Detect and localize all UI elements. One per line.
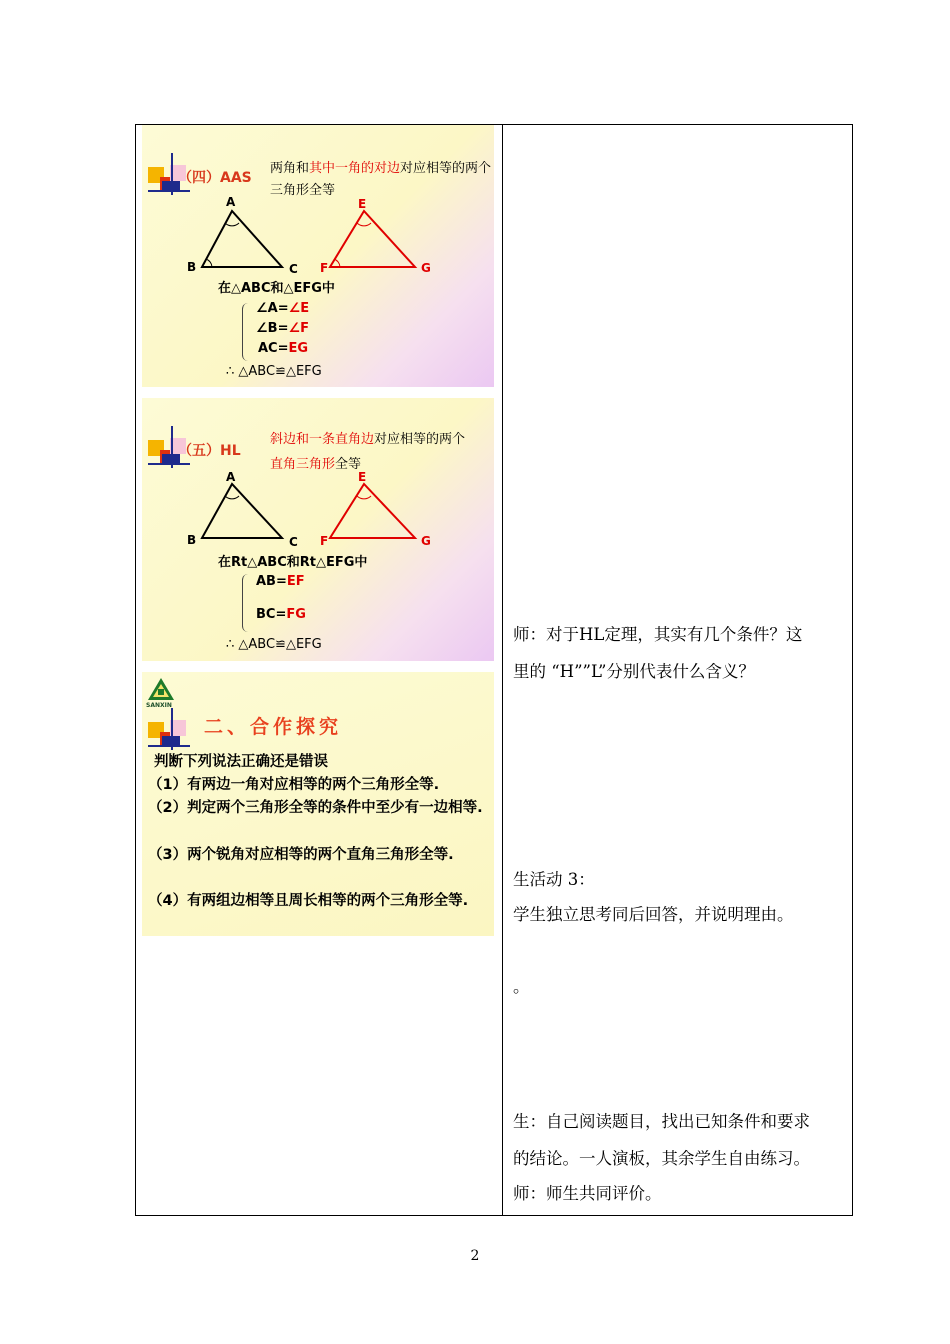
activity-description: 学生独立思考同后回答，并说明理由。: [513, 905, 794, 924]
aas-condition-3: AC=EG: [258, 341, 309, 356]
vertex-label-g: G: [421, 534, 431, 548]
aas-description-line2: 三角形全等: [270, 183, 336, 198]
vertex-label-c: C: [289, 535, 298, 549]
vertex-label-f: F: [320, 534, 329, 548]
slide-aas: [142, 125, 494, 387]
question-4: （4）有两组边相等且周长相等的两个三角形全等.: [148, 893, 469, 909]
question-1: （1）有两边一角对应相等的两个三角形全等.: [148, 777, 440, 793]
vertex-label-b: B: [187, 260, 197, 274]
hl-condition-2: BC=FG: [256, 607, 306, 622]
hl-intro: 在Rt△ABC和Rt△EFG中: [218, 555, 368, 570]
slide-hl: [142, 398, 494, 661]
decoration-squares-icon: [148, 708, 190, 750]
cooperative-title: 二、合作探究: [204, 716, 343, 738]
teacher-question-line2: 里的 “H””L”分别代表什么含义？: [513, 662, 755, 681]
question-2: （2）判定两个三角形全等的条件中至少有一边相等.: [148, 800, 483, 816]
vertex-label-e: E: [358, 470, 367, 484]
column-divider: [502, 124, 503, 1216]
vertex-label-e: E: [358, 197, 367, 211]
trailing-period: 。: [513, 977, 530, 996]
aas-condition-2: ∠B=∠F: [256, 321, 310, 336]
hl-description-line1: 斜边和一条直角边对应相等的两个: [270, 432, 466, 447]
vertex-label-f: F: [320, 261, 329, 275]
school-logo-text: SANXIN: [146, 702, 172, 709]
hl-condition-1: AB=EF: [256, 574, 305, 589]
aas-description-line1: 两角和其中一角的对边对应相等的两个: [270, 161, 492, 176]
vertex-label-c: C: [289, 262, 298, 276]
aas-intro: 在△ABC和△EFG中: [218, 281, 335, 296]
brace: [242, 303, 251, 361]
vertex-label-b: B: [187, 533, 197, 547]
activity-title: 生活动 3：: [513, 870, 595, 889]
brace: [242, 574, 251, 632]
teacher-question-line1: 师：对于HL定理，其实有几个条件？这: [513, 625, 803, 644]
question-3: （3）两个锐角对应相等的两个直角三角形全等.: [148, 847, 454, 863]
section-heading-hl: （五）HL: [178, 443, 241, 459]
question-prompt: 判断下列说法正确还是错误: [154, 754, 328, 770]
slide-cooperative-exploration: [142, 672, 494, 936]
aas-condition-1: ∠A=∠E: [256, 301, 310, 316]
hl-triangles-figure: [192, 478, 442, 553]
vertex-label-a: A: [226, 195, 236, 209]
student-instruction-line1: 生：自己阅读题目，找出已知条件和要求: [513, 1112, 810, 1131]
hl-conclusion: ∴ △ABC≌△EFG: [226, 637, 322, 652]
student-instruction-line2: 的结论。一人演板，其余学生自由练习。: [513, 1149, 810, 1168]
page-number: 2: [470, 1248, 480, 1264]
section-heading-aas: （四）AAS: [178, 170, 252, 186]
aas-triangles-figure: [192, 205, 442, 280]
vertex-label-g: G: [421, 261, 431, 275]
vertex-label-a: A: [226, 470, 236, 484]
hl-description-line2: 直角三角形全等: [270, 457, 362, 472]
teacher-evaluation: 师：师生共同评价。: [513, 1184, 662, 1203]
aas-conclusion: ∴ △ABC≌△EFG: [226, 364, 322, 379]
